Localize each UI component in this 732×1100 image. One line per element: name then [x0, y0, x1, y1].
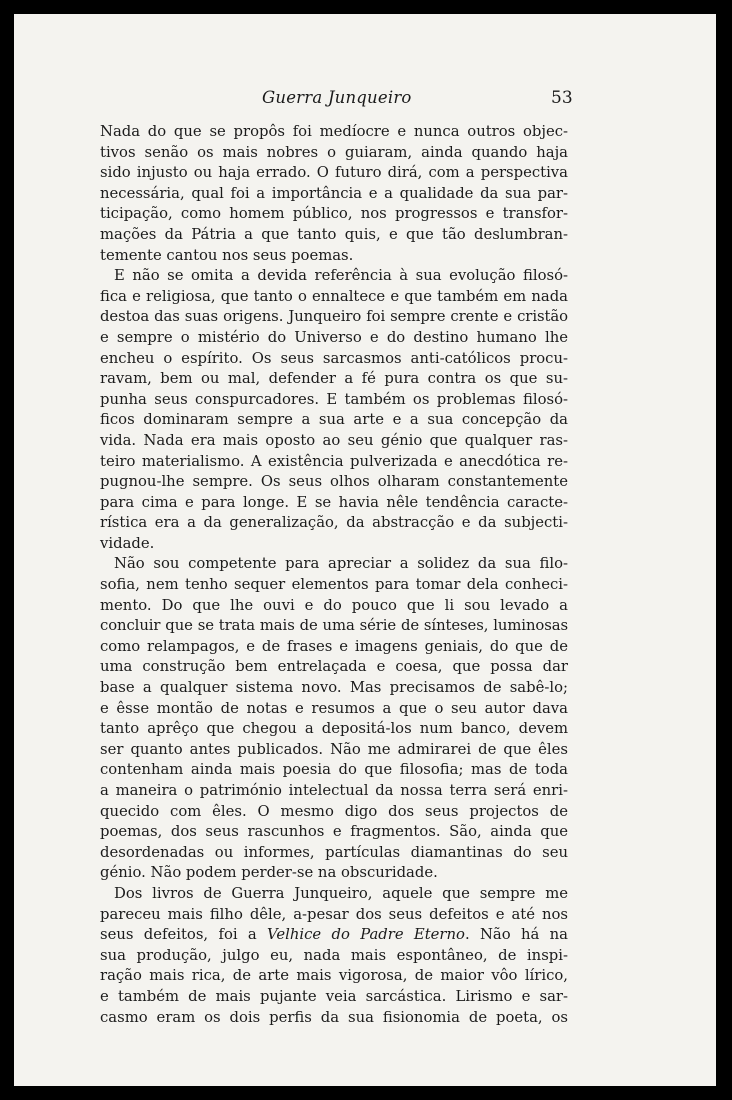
text-line: E não se omita a devida referência à sua evolução filosó-: [114, 267, 568, 285]
text-line: destoa das suas origens. Junqueiro foi sempre crente e cristão: [100, 308, 568, 326]
text-line: vida. Nada era mais oposto ao seu génio que qualquer ras-: [100, 431, 568, 449]
text-line: punha seus conspurcadores. E também os problemas filosó-: [100, 390, 568, 408]
body-text: [100, 122, 568, 1028]
text-line: ser quanto antes publicados. Não me admirarei de que êles: [100, 740, 568, 758]
text-line: Dos livros de Guerra Junqueiro, aquele que sempre me: [114, 884, 568, 902]
text-line: quecido com êles. O mesmo digo dos seus projectos de: [100, 802, 568, 820]
text-line: ravam, bem ou mal, defender a fé pura contra os que su-: [100, 370, 568, 388]
text-line: contenham ainda mais poesia do que filosofia; mas de toda: [100, 761, 568, 779]
text-line: e sempre o mistério do Universo e do destino humano lhe: [100, 328, 568, 346]
text-line: tivos senão os mais nobres o guiaram, ainda quando haja: [100, 143, 568, 161]
text-line: ficos dominaram sempre a sua arte e a sua concepção da: [100, 411, 568, 429]
text-line: sua produção, julgo eu, nada mais espontâneo, de inspi-: [100, 946, 568, 964]
text-line: como relampagos, e de frases e imagens geniais, do que de: [100, 637, 568, 655]
text-line: concluir que se trata mais de uma série de sínteses, luminosas: [100, 617, 568, 635]
text-line: fica e religiosa, que tanto o ennaltece e que também em nada: [100, 287, 568, 305]
text-line: mações da Pátria a que tanto quis, e que tão deslumbran-: [100, 225, 568, 243]
text-line: rística era a da generalização, da abstracção e da subjecti-: [100, 514, 568, 532]
text-line: Nada do que se propôs foi medíocre e nunca outros objec-: [100, 123, 568, 140]
text-line: pugnou-lhe sempre. Os seus olhos olharam constantemente: [100, 473, 568, 491]
text-line: casmo eram os dois perfis da sua fisionomia de poeta, os: [100, 1008, 568, 1026]
text-line: necessária, qual foi a importância e a qualidade da sua par-: [100, 184, 568, 202]
page-number: 53: [551, 88, 573, 108]
text-line: e êsse montão de notas e resumos a que o seu autor dava: [100, 699, 568, 717]
text-line: seus defeitos, foi a Velhice do Padre Eterno. Não há na: [100, 926, 568, 944]
text-line: base a qualquer sistema novo. Mas precisamos de sabê-lo;: [100, 679, 568, 697]
text-line: sofia, nem tenho sequer elementos para tomar dela conheci-: [100, 576, 568, 594]
page-header: [14, 88, 716, 112]
text-line: ticipação, como homem público, nos progressos e transfor-: [100, 205, 568, 223]
text-line: desordenadas ou informes, partículas diamantinas do seu: [100, 843, 568, 861]
text-line: mento. Do que lhe ouvi e do pouco que li sou levado a: [100, 596, 568, 614]
text-line: vidade.: [100, 534, 155, 552]
text-line: tanto aprêço que chegou a depositá-los num banco, devem: [100, 720, 568, 738]
text-line: pareceu mais filho dêle, a-pesar dos seus defeitos e até nos: [100, 905, 568, 923]
text-line: poemas, dos seus rascunhos e fragmentos. São, ainda que: [100, 823, 568, 841]
text-line: encheu o espírito. Os seus sarcasmos anti-católicos procu-: [100, 349, 568, 367]
text-line: génio. Não podem perder-se na obscuridade.: [100, 864, 438, 882]
running-title: Guerra Junqueiro: [262, 88, 412, 107]
text-line: ração mais rica, de arte mais vigorosa, de maior vôo lírico,: [100, 967, 568, 985]
text-line: teiro materialismo. A existência pulverizada e anecdótica re-: [100, 452, 568, 470]
text-line: a maneira o património intelectual da nossa terra será enri-: [100, 782, 568, 799]
text-line: sido injusto ou haja errado. O futuro dirá, com a perspectiva: [100, 164, 568, 182]
text-line: temente cantou nos seus poemas.: [100, 246, 354, 264]
text-line: Não sou competente para apreciar a solidez da sua filo-: [114, 555, 568, 573]
book-title-italic: Velhice do Padre Eterno: [267, 926, 465, 944]
text-line: para cima e para longe. E se havia nêle tendência caracte-: [100, 493, 568, 511]
book-page: [14, 14, 716, 1086]
text-line: uma construção bem entrelaçada e coesa, que possa dar: [100, 658, 568, 676]
text-line: e também de mais pujante veia sarcástica. Lirismo e sar-: [100, 987, 568, 1005]
